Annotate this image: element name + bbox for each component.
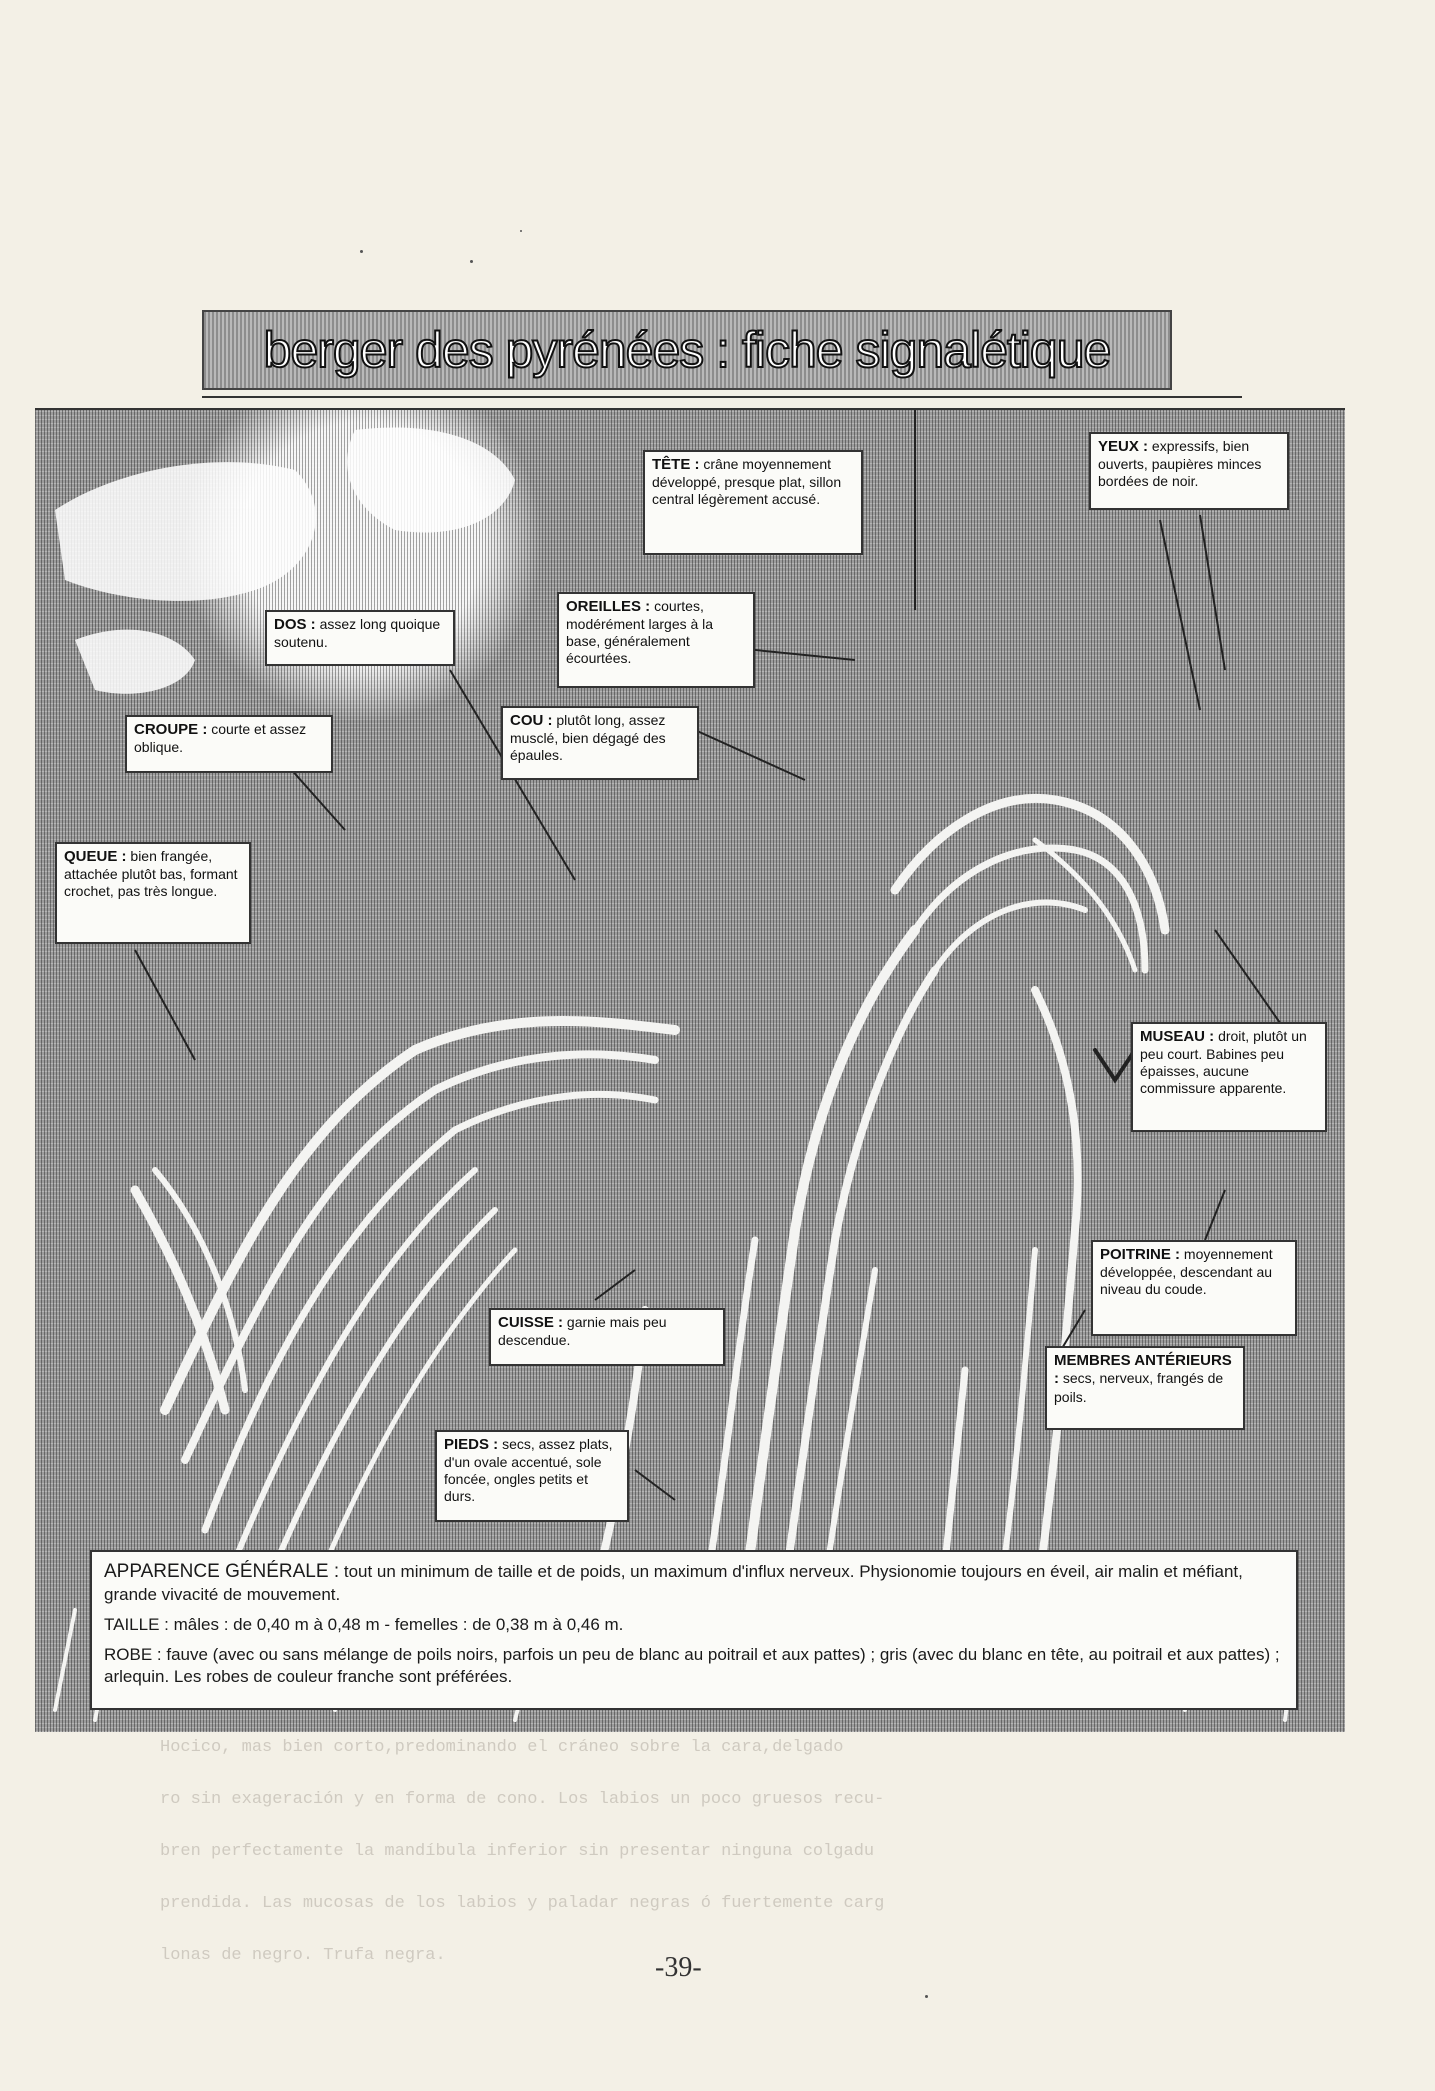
label-key: COU : xyxy=(510,712,553,729)
title-rule xyxy=(202,396,1242,398)
background-text-line: ro sin exageración y en forma de cono. Los labios un poco gruesos recu- xyxy=(160,1790,885,1809)
taille-text: mâles : de 0,40 m à 0,48 m - femelles : de 0,38 m à 0,46 m. xyxy=(173,1615,624,1635)
label-key: DOS : xyxy=(274,616,316,633)
dog-illustration xyxy=(35,408,1345,1732)
label-text: droit, plutôt un peu court. Babines peu épaisses, aucune commissure apparente. xyxy=(1140,1028,1307,1097)
background-text-line: prendida. Las mucosas de los labios y paladar negras ó fuertemente carg xyxy=(160,1894,885,1913)
scan-speck xyxy=(520,230,522,232)
label-key: PIEDS : xyxy=(444,1436,499,1453)
label-text: bien frangée, attachée plutôt bas, formant crochet, pas très longue. xyxy=(64,848,238,900)
label-text: secs, nerveux, frangés de poils. xyxy=(1054,1370,1224,1405)
apparence-generale xyxy=(104,1560,1284,1606)
apparence-key: APPARENCE GÉNÉRALE : xyxy=(104,1561,340,1582)
label-key: MUSEAU : xyxy=(1140,1028,1215,1045)
robe xyxy=(104,1644,1284,1688)
label-key: OREILLES : xyxy=(566,598,651,615)
scan-speck xyxy=(925,1995,928,1998)
scan-speck xyxy=(470,260,473,263)
label-key: TÊTE : xyxy=(652,456,700,473)
label-text: assez long quoique soutenu. xyxy=(274,616,441,651)
label-text: expressifs, bien ouverts, paupières minces bordées de noir. xyxy=(1098,438,1262,490)
title-banner xyxy=(202,310,1172,390)
label-croupe xyxy=(125,715,333,773)
page-title: berger des pyrénées : fiche signalétique xyxy=(263,322,1111,378)
apparence-text: tout un minimum de taille et de poids, un maximum d'influx nerveux. Physionomie toujours en éveil, air malin et méfiant, grande vivacité de mouvement. xyxy=(104,1562,1243,1605)
robe-key: ROBE : xyxy=(104,1644,162,1664)
label-text: courtes, modérément larges à la base, généralement écourtées. xyxy=(566,598,714,667)
label-museau xyxy=(1131,1022,1327,1132)
label-text: moyennement développée, descendant au niveau du coude. xyxy=(1100,1246,1273,1298)
taille-key: TAILLE : xyxy=(104,1615,169,1635)
label-key: QUEUE : xyxy=(64,848,127,865)
background-text-line: Hocico, mas bien corto,predominando el cráneo sobre la cara,delgado xyxy=(160,1738,844,1757)
label-yeux xyxy=(1089,432,1289,510)
label-text: plutôt long, assez musclé, bien dégagé des épaules. xyxy=(510,712,666,764)
label-text: secs, assez plats, d'un ovale accentué, sole foncée, ongles petits et durs. xyxy=(444,1436,613,1505)
label-queue xyxy=(55,842,251,944)
label-text: garnie mais peu descendue. xyxy=(498,1314,667,1349)
label-text: courte et assez oblique. xyxy=(134,721,307,756)
scan-speck xyxy=(360,250,363,253)
robe-text: fauve (avec ou sans mélange de poils noirs, parfois un peu de blanc au poitrail et aux pattes) ; gris (avec du blanc en tête, au poitrail et aux pattes) ; arlequin. Les robes de couleur franche sont préférées. xyxy=(104,1644,1280,1686)
label-key: YEUX : xyxy=(1098,438,1149,455)
label-text: crâne moyennement développé, presque plat, sillon central légèrement accusé. xyxy=(652,456,842,508)
background-text-line: bren perfectamente la mandíbula inferior sin presentar ninguna colgadu xyxy=(160,1842,875,1861)
label-key: CROUPE : xyxy=(134,721,208,738)
label-key: POITRINE : xyxy=(1100,1246,1181,1263)
label-oreilles xyxy=(557,592,755,688)
page-number: -39- xyxy=(655,1952,702,1983)
label-cou xyxy=(501,706,699,780)
label-cuisse xyxy=(489,1308,725,1366)
label-tete xyxy=(643,450,863,555)
label-membres-anterieurs xyxy=(1045,1346,1245,1430)
general-description-box xyxy=(90,1550,1298,1710)
background-text-line: lonas de negro. Trufa negra. xyxy=(160,1946,446,1965)
label-dos xyxy=(265,610,455,666)
label-key: CUISSE : xyxy=(498,1314,564,1331)
label-key: MEMBRES ANTÉRIEURS : xyxy=(1054,1352,1232,1388)
taille xyxy=(104,1614,1284,1636)
label-pieds xyxy=(435,1430,629,1522)
label-poitrine xyxy=(1091,1240,1297,1336)
